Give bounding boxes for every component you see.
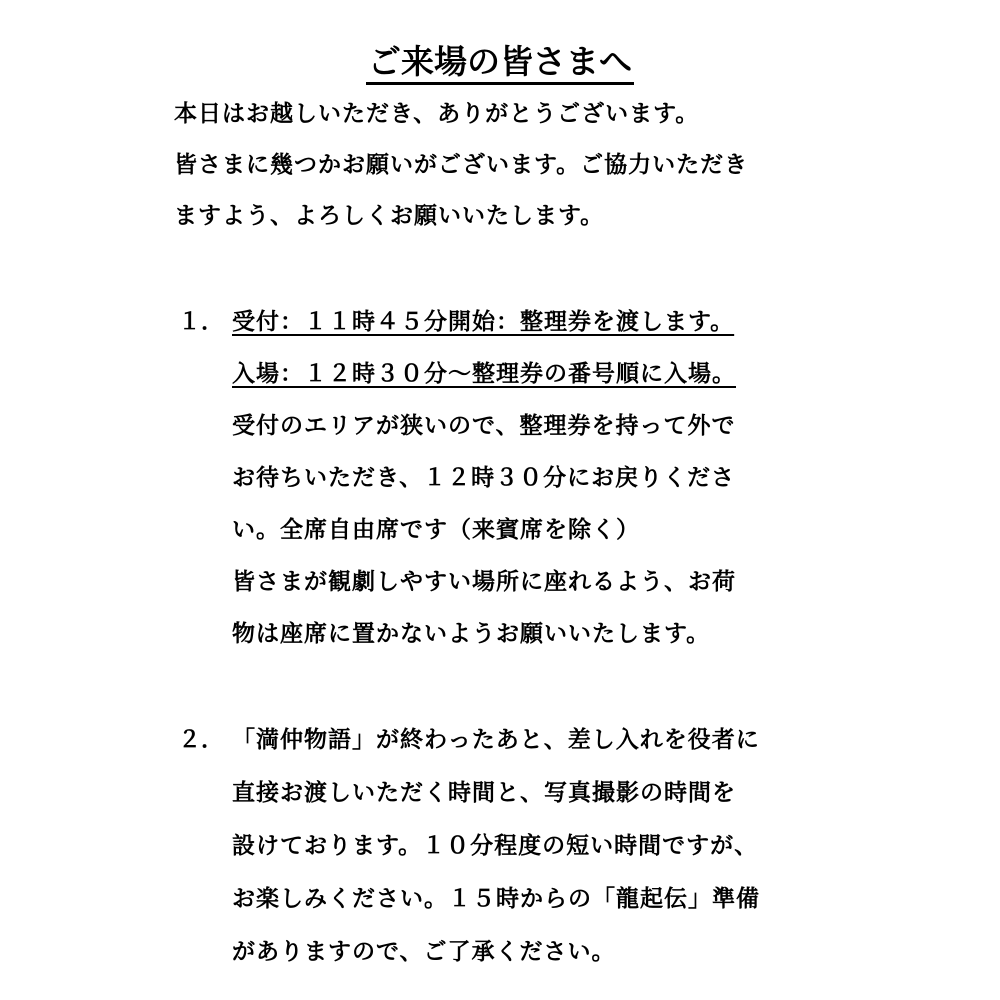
section-1-line-6: 皆さまが観劇しやすい場所に座れるよう、お荷 xyxy=(232,569,736,595)
section-1-number: １． xyxy=(178,309,224,335)
section-2-line-3: 設けております。１０分程度の短い時間ですが、 xyxy=(232,833,759,859)
section-1-reception: 受付：１１時４５分開始：整理券を渡します。 xyxy=(232,309,735,335)
section-2-line-4: お楽しみください。１５時からの「龍起伝」準備 xyxy=(232,886,760,912)
section-1-line-5: い。全席自由席です（来賓席を除く） xyxy=(232,517,640,543)
page-title-text: ご来場の皆さまへ xyxy=(366,42,634,85)
section-1-line-4: お待ちいただき、１２時３０分にお戻りくださ xyxy=(232,465,736,491)
intro-line-1: 本日はお越しいただき、ありがとうございます。 xyxy=(174,101,700,127)
section-2-line-1: 「満仲物語」が終わったあと、差し入れを役者に xyxy=(232,727,760,753)
section-2-line-5: がありますので、ご了承ください。 xyxy=(232,939,616,965)
intro-line-2: 皆さまに幾つかお願いがございます。ご協力いただき xyxy=(174,152,749,178)
page-title xyxy=(0,38,1000,86)
section-2-line-2: 直接お渡しいただく時間と、写真撮影の時間を xyxy=(232,780,736,806)
section-1-line-3: 受付のエリアが狭いので、整理券を持って外で xyxy=(232,413,736,439)
section-1-entry: 入場：１２時３０分～整理券の番号順に入場。 xyxy=(232,361,736,387)
section-2-number: ２． xyxy=(178,727,224,753)
section-1-line-7: 物は座席に置かないようお願いいたします。 xyxy=(232,621,711,647)
intro-line-3: ますよう、よろしくお願いいたします。 xyxy=(174,203,605,229)
